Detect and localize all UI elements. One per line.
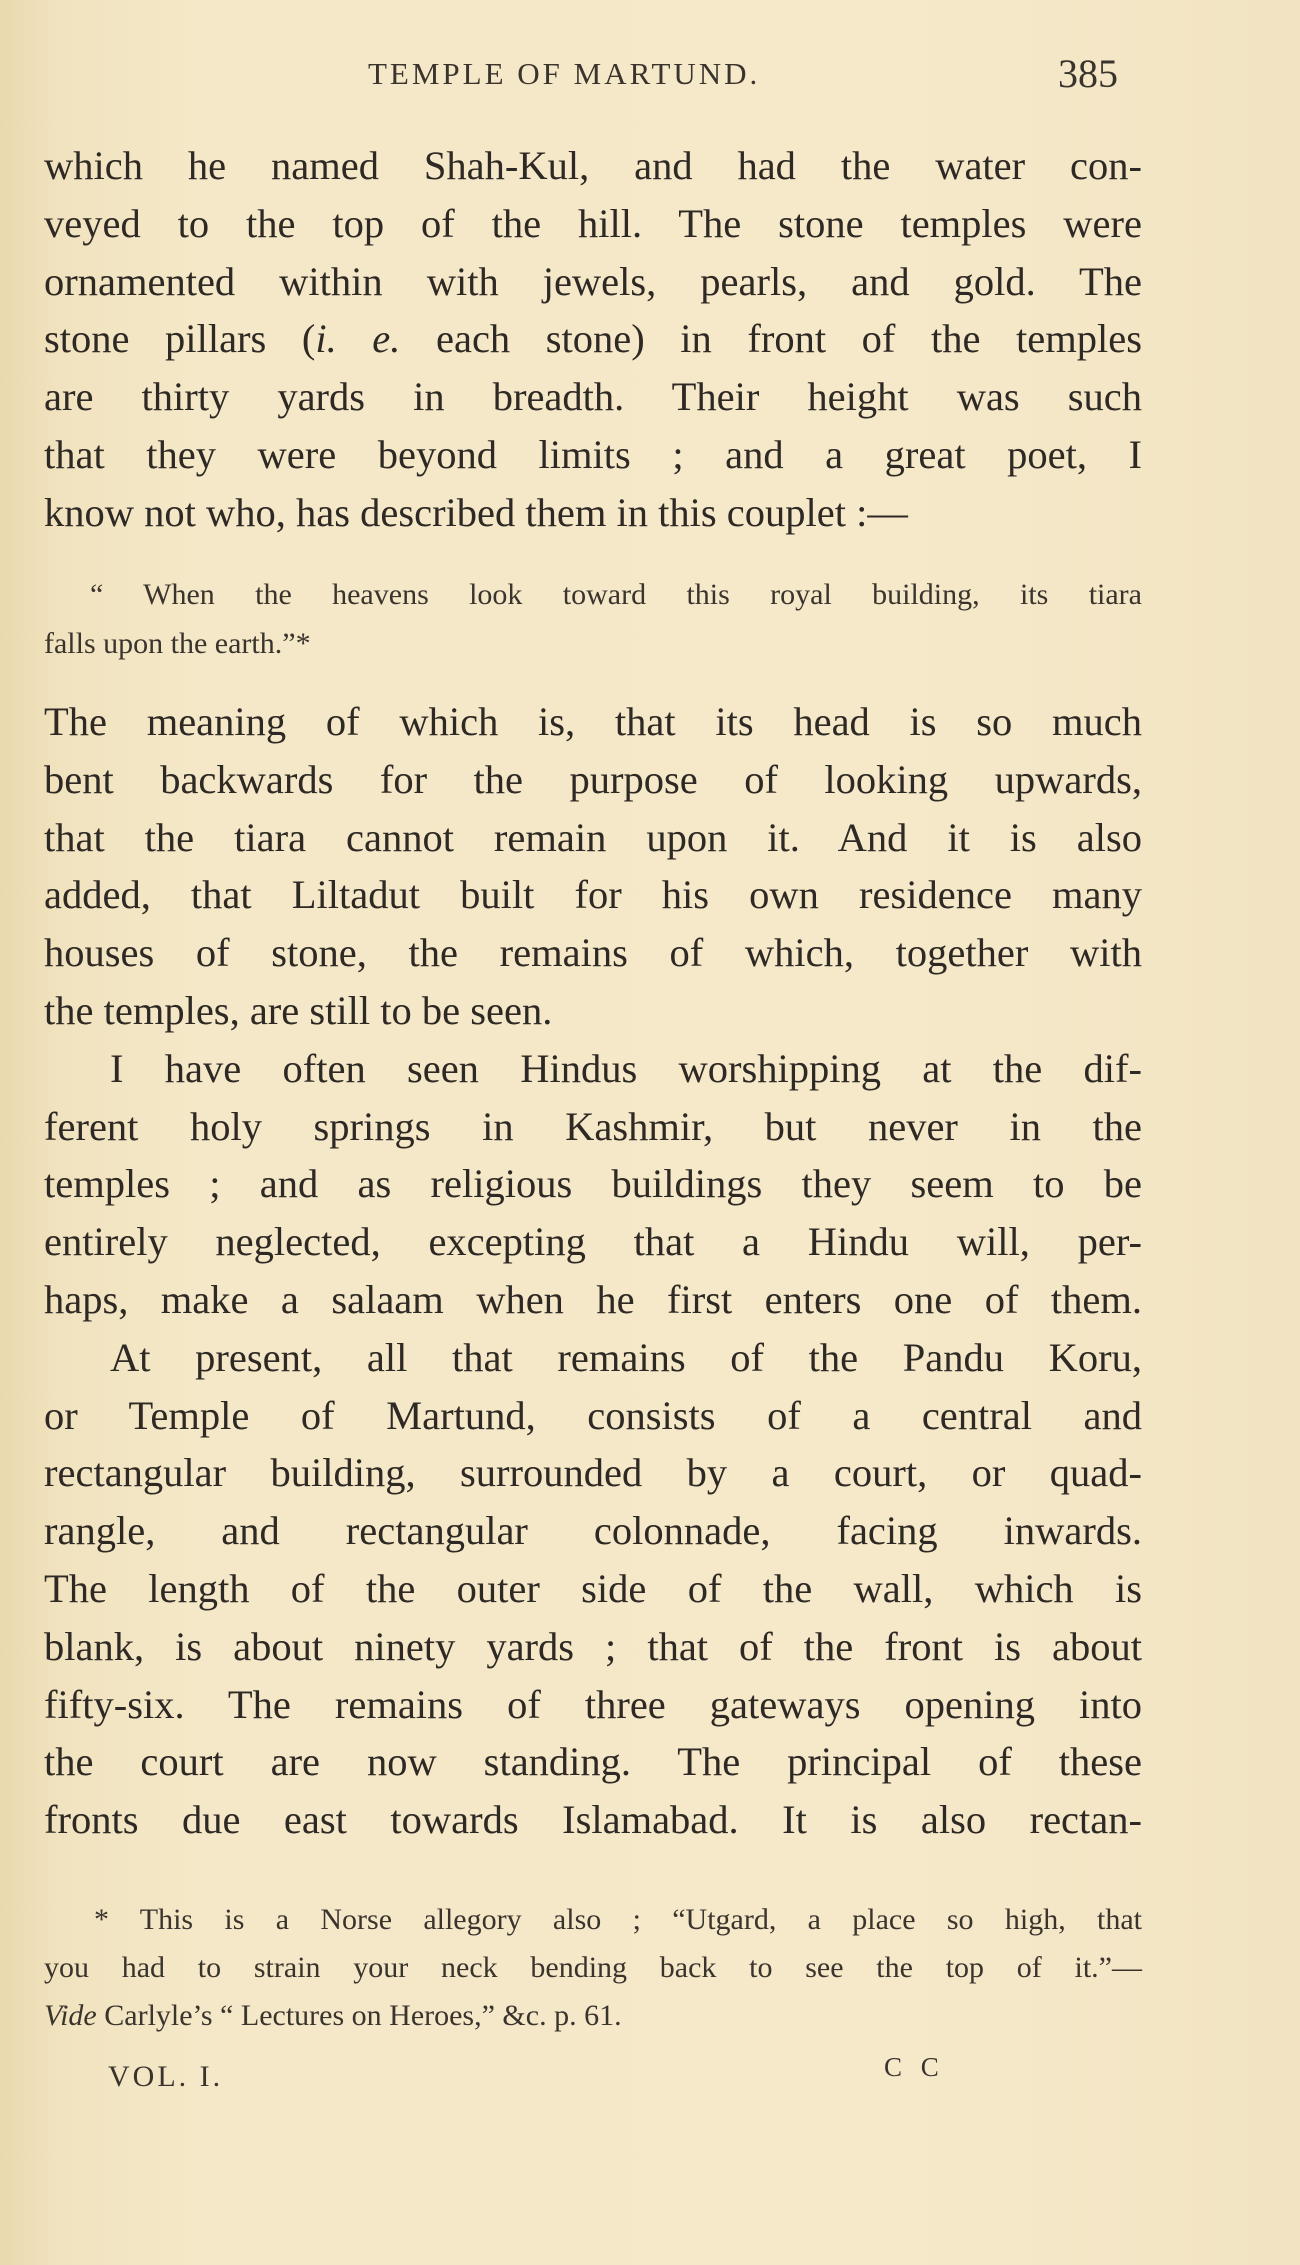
footnote xyxy=(44,1896,1142,2040)
text-line: haps, make a salaam when he first enters one of them. xyxy=(44,1276,1142,1322)
quote-line: falls upon the earth.”* xyxy=(44,627,311,660)
italic-abbreviation: i. e. xyxy=(315,316,401,362)
running-title: TEMPLE OF MARTUND. xyxy=(368,56,761,91)
quote-line: “ When the heavens look toward this royal building, its tiara xyxy=(90,578,1142,611)
paragraph-1 xyxy=(44,137,1142,542)
text-fragment: stone pillars ( xyxy=(44,316,316,362)
text-line: temples ; and as religious buildings they seem to be xyxy=(44,1161,1142,1207)
text-line: which he named Shah-Kul, and had the water con- xyxy=(44,143,1142,188)
text-line: fifty-six. The remains of three gateways opening into xyxy=(44,1681,1142,1727)
footnote-line: you had to strain your neck bending back to see the top of it.”— xyxy=(44,1951,1142,1984)
text-line: entirely neglected, excepting that a Hindu will, per- xyxy=(44,1219,1142,1265)
page-number: 385 xyxy=(1058,51,1118,96)
text-line: know not who, has described them in this couplet :— xyxy=(44,489,908,535)
text-line: rectangular building, surrounded by a court, or quad- xyxy=(44,1450,1142,1496)
text-line: rangle, and rectangular colonnade, facing inwards. xyxy=(44,1508,1142,1554)
signature-mark: C C xyxy=(884,2052,945,2082)
text-line: veyed to the top of the hill. The stone temples were xyxy=(44,200,1142,246)
text-line: the temples, are still to be seen. xyxy=(44,987,553,1033)
text-line: are thirty yards in breadth. Their height was such xyxy=(44,374,1142,420)
text-line: At present, all that remains of the Pandu Koru, xyxy=(110,1334,1142,1380)
text-line: ornamented within with jewels, pearls, and gold. The xyxy=(44,258,1142,304)
text-fragment: each stone) in front of the temples xyxy=(400,316,1142,362)
text-line: bent backwards for the purpose of looking upwards, xyxy=(44,756,1142,802)
text-line: houses of stone, the remains of which, together with xyxy=(44,930,1142,976)
text-line: the court are now standing. The principal of these xyxy=(44,1739,1142,1785)
footnote-line: * This is a Norse allegory also ; “Utgard, a place so high, that xyxy=(94,1903,1142,1936)
footnote-text: Carlyle’s “ Lectures on Heroes,” &c. p. 61. xyxy=(96,1999,622,2032)
text-line: The meaning of which is, that its head is so much xyxy=(44,699,1142,744)
verse-quote xyxy=(44,570,1142,668)
text-line xyxy=(44,310,1142,368)
volume-mark: VOL. I. xyxy=(108,2060,224,2093)
text-line: The length of the outer side of the wall, which is xyxy=(44,1565,1142,1611)
text-line: that the tiara cannot remain upon it. And it is also xyxy=(44,814,1142,860)
text-line: that they were beyond limits ; and a great poet, I xyxy=(44,431,1142,477)
text-line: ferent holy springs in Kashmir, but never in the xyxy=(44,1103,1142,1149)
text-line: fronts due east towards Islamabad. It is also rectan- xyxy=(44,1797,1142,1843)
text-line: blank, is about ninety yards ; that of the front is about xyxy=(44,1623,1142,1669)
footnote-italic: Vide xyxy=(44,1999,97,2032)
text-line: I have often seen Hindus worshipping at the dif- xyxy=(110,1045,1142,1091)
footnote-line xyxy=(44,1992,1142,2040)
running-head xyxy=(0,50,1300,110)
page-footer xyxy=(0,2052,1300,2102)
paragraphs-main xyxy=(44,693,1142,1849)
text-line: or Temple of Martund, consists of a central and xyxy=(44,1392,1142,1438)
text-line: added, that Liltadut built for his own residence many xyxy=(44,872,1142,918)
